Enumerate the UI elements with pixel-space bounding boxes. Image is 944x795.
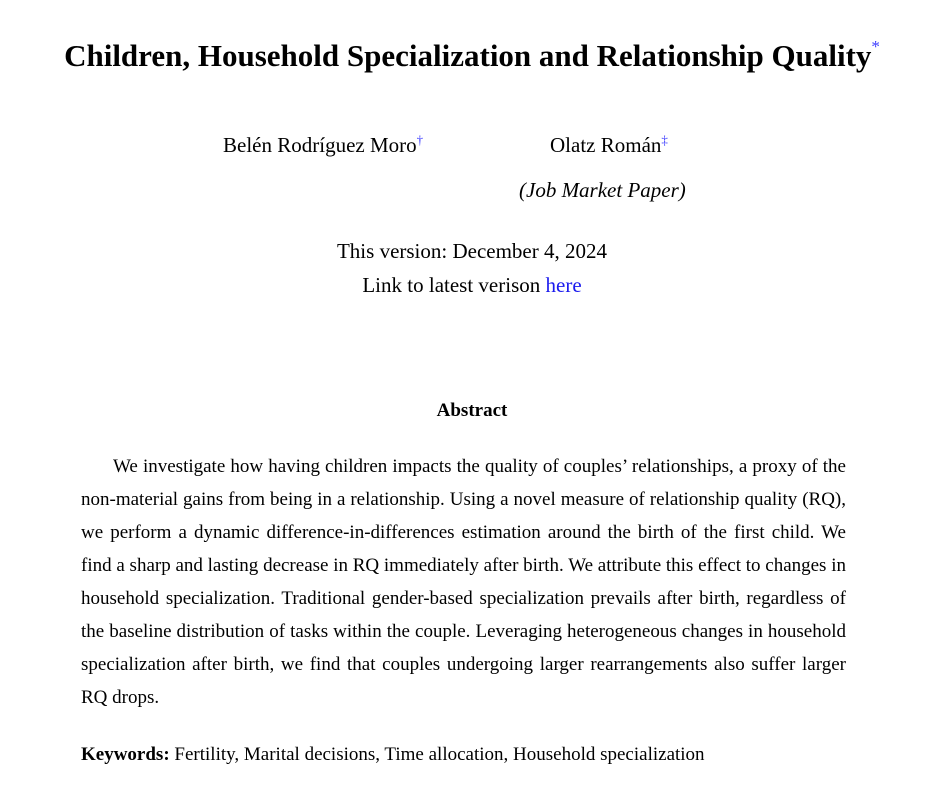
paper-type-note: (Job Market Paper): [519, 178, 686, 202]
author-2: [550, 131, 668, 159]
keywords-text: Fertility, Marital decisions, Time allocation, Household specialization: [169, 744, 705, 765]
abstract-body: We investigate how having children impacts the quality of couples’ relationships, a proxy of the non-material gains from being in a relationship. Using a novel measure of relationship quality (RQ), we perform a dynamic difference-in-differences estimation around the birth of the first child. We find a sharp and lasting decrease in RQ immediately after birth. We attribute this effect to changes in household specialization. Traditional gender-based specialization prevails after birth, regardless of the baseline distribution of tasks within the couple. Leveraging heterogeneous changes in household specialization after birth, we find that couples undergoing larger rearrangements also suffer larger RQ drops.: [81, 456, 846, 708]
latest-version-link[interactable]: here: [545, 273, 582, 297]
paper-title: [0, 36, 944, 76]
version-date: This version: December 4, 2024: [336, 239, 608, 263]
author-1: [223, 131, 423, 159]
author-1-name: Belén Rodríguez Moro: [223, 133, 417, 157]
abstract-heading: Abstract: [436, 400, 508, 421]
title-footnote-link[interactable]: *: [871, 37, 880, 56]
author-2-name: Olatz Román: [550, 133, 662, 157]
author-1-footnote-link[interactable]: †: [416, 132, 424, 147]
author-2-footnote-link[interactable]: ‡: [661, 132, 668, 147]
latest-version-line: [0, 271, 944, 299]
paper-title-text: Children, Household Specialization and Relationship Quality: [64, 38, 872, 73]
latest-version-prefix: Link to latest verison: [362, 273, 546, 297]
keywords-label: Keywords:: [81, 744, 170, 765]
keywords-line: [81, 741, 881, 769]
